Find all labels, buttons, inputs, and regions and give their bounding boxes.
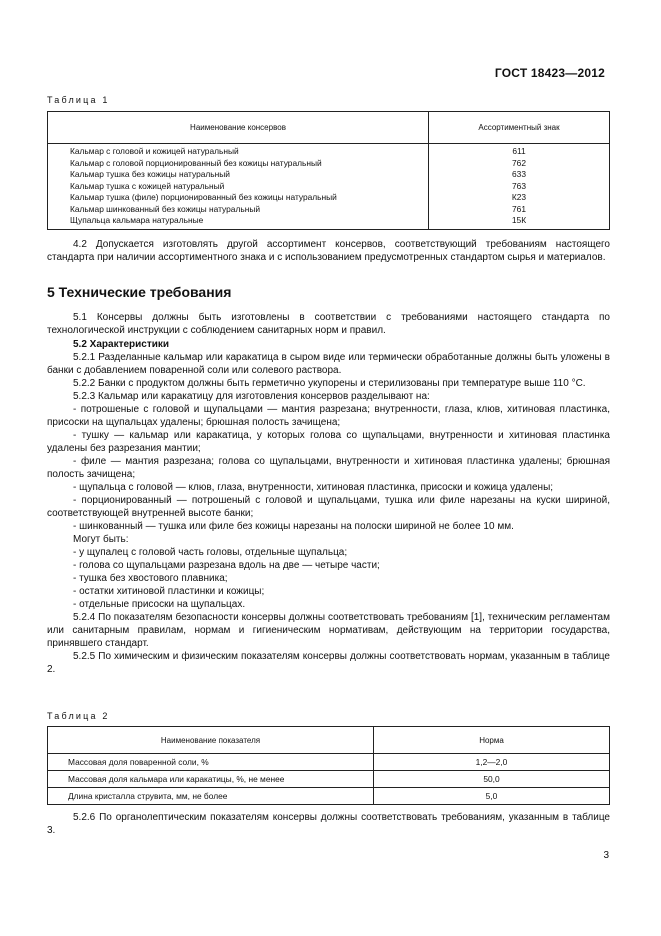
may-be-label: Могут быть: [73,534,129,545]
paragraph-5-2-1: 5.2.1 Разделанные кальмар или каракатица в сыром виде или термически обработанные должны быть уложены в банки с добавлением поваренной соли или солевого раствора. [47,352,610,376]
column-header-sign: Ассортиментный знак [429,112,610,144]
table-row [48,754,610,771]
list-item: - шинкованный — тушка или филе без кожицы нарезаны на полоски шириной не более 10 мм. [73,521,514,532]
assortment-sign: 15К [511,215,527,225]
list-item: - отдельные присоски на щупальцах. [73,599,246,610]
list-item: - тушка без хвостового плавника; [73,573,228,584]
list-item: - потрошеные с головой и щупальцами — мантия разрезана; внутренности, глаза, клюв, хитиновая пластинка, присоски на щупальцах удалены; брюшная полость зачищена; [47,404,610,428]
column-header-indicator: Наименование показателя [48,727,374,754]
list-item: - филе — мантия разрезана; голова со щупальцами, внутренности и хитиновая пластинка удалены; брюшная полость зачищена; [47,456,610,480]
paragraph-5-2-6: 5.2.6 По органолептическим показателям консервы должны соответствовать требованиям, указанным в таблице 3. [47,812,610,836]
list-item: - щупальца с головой — клюв, глаза, внутренности, хитиновая пластинка, присоски и кожица удалены; [73,482,554,493]
table1-caption: Таблица 1 [47,95,110,105]
assortment-sign: 763 [512,180,526,191]
section-5-title: 5 Технические требования [47,284,232,300]
paragraph-4-2-block [47,238,610,264]
assortment-sign: К23 [511,192,527,202]
product-name: Кальмар тушка с кожицей натуральный [70,180,225,191]
assortment-signs-cell [429,144,610,230]
indicator-norm: 5,0 [374,788,610,805]
paragraph-5-1: 5.1 Консервы должны быть изготовлены в соответствии с требованиями настоящего стандарта по технологической инструкции с соблюдением санитарных норм и правил. [47,312,610,336]
assortment-sign: 762 [512,157,526,168]
table-header-row [48,112,610,144]
paragraph-5-2-3: 5.2.3 Кальмар или каракатицу для изготовления консервов разделывают на: [73,391,430,402]
product-names-cell [48,144,429,230]
table-row [48,788,610,805]
assortment-table [47,111,610,230]
list-item: - остатки хитиновой пластинки и кожицы; [73,586,265,597]
column-header-name: Наименование консервов [48,112,429,144]
list-item: - у щупалец с головой часть головы, отдельные щупальца; [73,547,348,558]
document-id: ГОСТ 18423—2012 [494,66,605,80]
subsection-5-2-heading: 5.2 Характеристики [73,339,170,350]
chemical-indicators-table [47,726,610,805]
table2-caption: Таблица 2 [47,711,110,721]
list-item: - порционированный — потрошеный с головой и щупальцами, тушка или филе нарезаны на куски шириной, соответствующей внутренней высоте банки; [47,495,610,519]
product-name: Кальмар тушка без кожицы натуральный [70,169,230,179]
product-name: Кальмар с головой и кожицей натуральный [70,146,239,156]
table-row [48,144,610,230]
product-name: Кальмар с головой порционированный без кожицы натуральный [70,157,322,168]
indicator-name: Массовая доля кальмара или каракатицы, %, не менее [48,771,374,788]
paragraph-4-2: 4.2 Допускается изготовлять другой ассортимент консервов, соответствующий требованиям настоящего стандарта при наличии ассортиментного знака и с использованием предусмотренных стандартом сырья и материалов. [47,239,610,263]
indicator-norm: 50,0 [374,771,610,788]
assortment-sign: 761 [512,203,526,214]
product-name: Щупальца кальмара натуральные [70,215,204,225]
indicator-norm: 1,2—2,0 [374,754,610,771]
table-header-row [48,727,610,754]
paragraph-5-2-4: 5.2.4 По показателям безопасности консервы должны соответствовать требованиям [1], техническим регламентам или санитарным правилам, нормам и гигиеническим нормативам, действующим на территории государства, принявшего стандарт. [47,612,610,649]
product-name: Кальмар шинкованный без кожицы натуральный [70,203,261,214]
assortment-sign: 633 [512,169,526,179]
section-5-body [47,311,610,676]
list-item: - тушку — кальмар или каракатица, у которых голова со щупальцами, внутренности и хитиновая пластинка удалены без разрезания мантии; [47,430,610,454]
table-row [48,771,610,788]
indicator-name: Массовая доля поваренной соли, % [48,754,374,771]
indicator-name: Длина кристалла струвита, мм, не более [48,788,374,805]
list-item: - голова со щупальцами разрезана вдоль на две — четыре части; [73,560,380,571]
paragraph-5-2-2: 5.2.2 Банки с продуктом должны быть герметично укупорены и стерилизованы при температуре выше 110 °С. [73,378,586,389]
page-number: 3 [603,850,609,861]
paragraph-5-2-6-block [47,811,610,837]
column-header-norm: Норма [374,727,610,754]
assortment-sign: 611 [512,146,526,156]
paragraph-5-2-5: 5.2.5 По химическим и физическим показателям консервы должны соответствовать нормам, указанным в таблице 2. [47,651,610,675]
product-name: Кальмар тушка (филе) порционированный без кожицы натуральный [70,192,337,202]
